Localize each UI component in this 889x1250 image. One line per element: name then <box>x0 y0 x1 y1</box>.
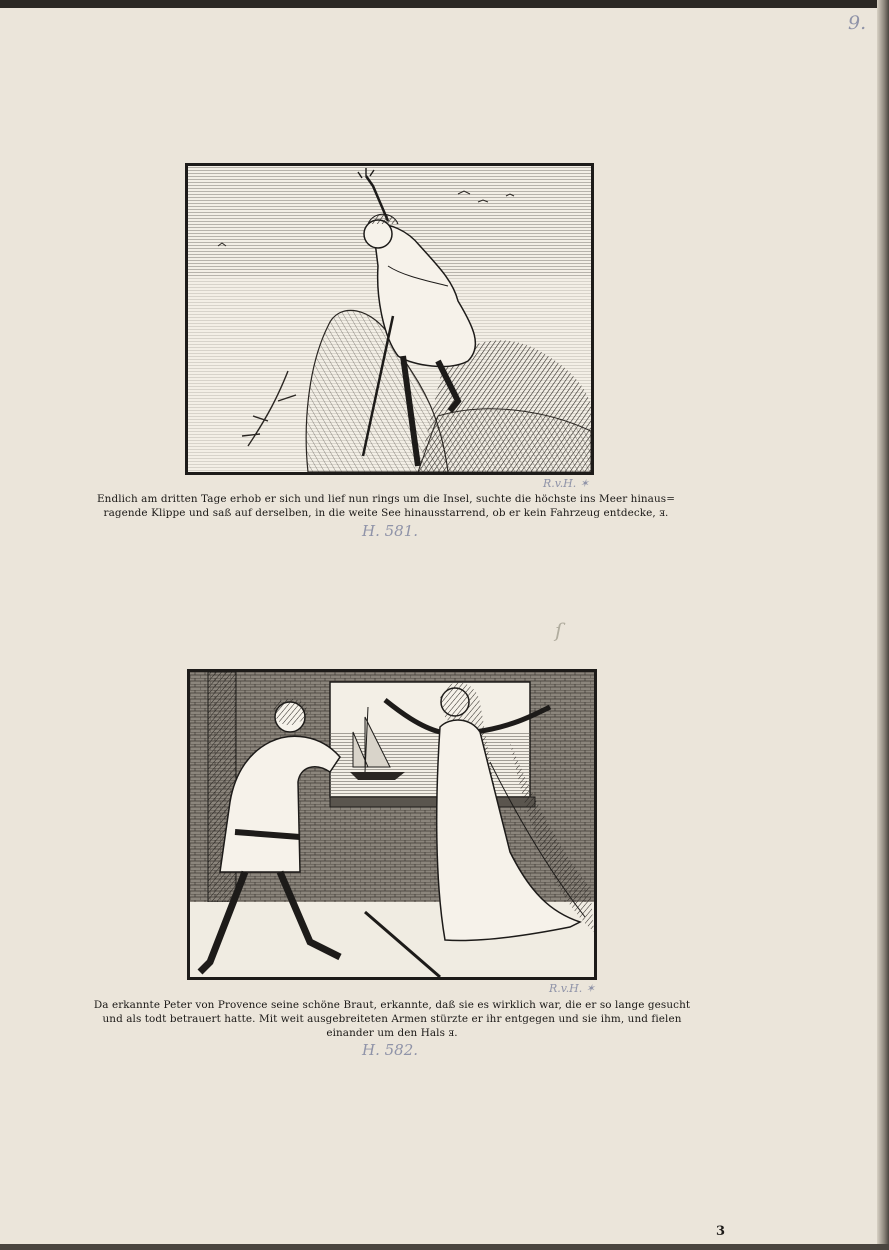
reunion-scene-engraving <box>190 672 594 977</box>
illustration-reunion-scene <box>187 669 597 980</box>
signature-text-2: R.v.H. <box>549 982 583 995</box>
signature-text-1: R.v.H. <box>543 477 577 490</box>
caption-2-line-1: Da erkannte Peter von Provence seine schöne Braut, erkannte, daß sie es wirklich war, die er so lange gesucht <box>93 999 691 1011</box>
illustration-cliff-scene <box>185 163 594 475</box>
signature-mark-2: ✶ <box>585 982 595 995</box>
inventory-number-2: H. 582. <box>362 1041 419 1059</box>
page-right-edge <box>877 0 889 1250</box>
cliff-scene-engraving <box>188 166 591 472</box>
caption-plate-2 <box>84 998 700 1040</box>
page-top-edge <box>0 0 889 8</box>
caption-2-line-2: und als todt betrauert hatte. Mit weit ausgebreiteten Armen stürzte er ihr entgegen und sie ihm, und fielen <box>102 1013 682 1025</box>
page-number: 3 <box>716 1224 726 1239</box>
artist-signature-2 <box>549 982 595 995</box>
caption-2-line-3: einander um den Hals ⱻ. <box>326 1027 458 1039</box>
page-bottom-edge <box>0 1244 889 1250</box>
inventory-number-1: H. 581. <box>362 522 419 540</box>
caption-plate-1 <box>86 492 686 520</box>
signature-mark-1: ✶ <box>579 477 589 490</box>
stray-pencil-mark: ſ <box>555 618 563 642</box>
folio-pencil-number: 9. <box>848 12 867 34</box>
artist-signature-1 <box>543 477 589 490</box>
caption-1-line-1: Endlich am dritten Tage erhob er sich und lief nun rings um die Insel, suchte die höchste ins Meer hinaus= <box>96 493 675 505</box>
caption-1-line-2: ragende Klippe und saß auf derselben, in die weite See hinausstarrend, ob er kein Fahrzeug entdecke, ⱻ. <box>103 507 669 519</box>
